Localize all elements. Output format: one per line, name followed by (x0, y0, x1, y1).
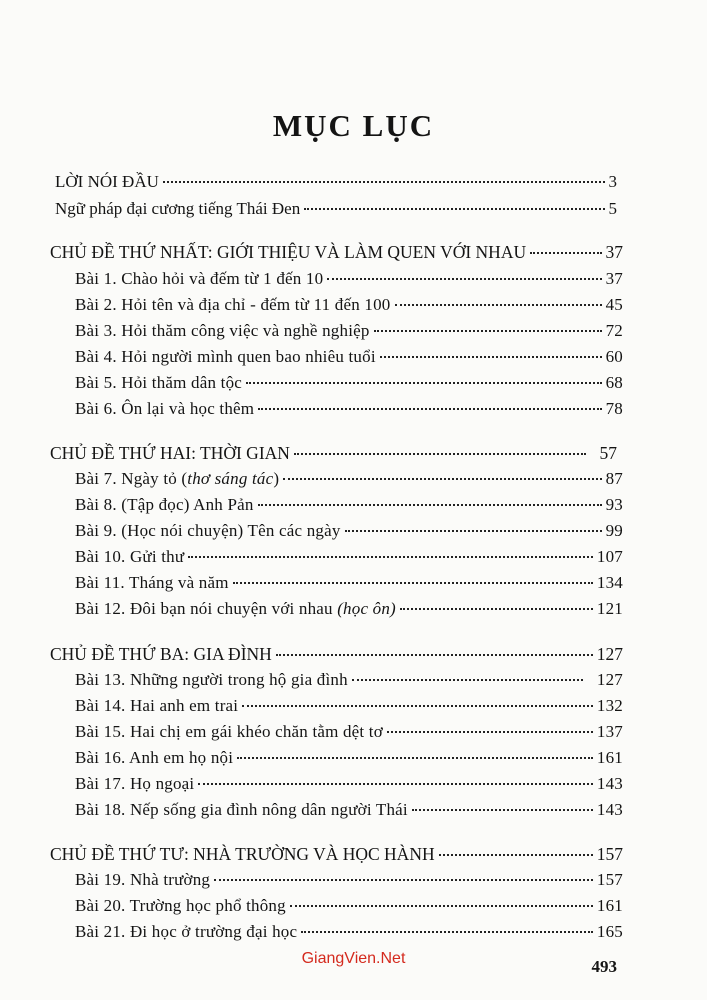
lesson-label: Bài 18. Nếp sống gia đình nông dân người Thái (75, 800, 408, 819)
lesson-page-number: 72 (605, 321, 623, 340)
dot-leader (290, 905, 593, 907)
lesson-page-number: 134 (596, 573, 623, 592)
toc-lesson-4[interactable] (75, 345, 623, 369)
toc-lesson-15[interactable] (75, 720, 623, 744)
dot-leader (198, 783, 593, 785)
lesson-label: Bài 21. Đi học ở trường đại học (75, 922, 298, 941)
toc-lesson-21[interactable] (75, 920, 623, 944)
lesson-page-number: 68 (605, 373, 623, 392)
toc-lesson-10[interactable] (75, 545, 623, 569)
dot-leader (214, 879, 593, 881)
lesson-page-number: 127 (596, 670, 623, 689)
toc-chapter-2[interactable] (50, 441, 617, 465)
toc-lesson-8[interactable] (75, 493, 623, 517)
toc-lesson-11[interactable] (75, 571, 623, 595)
lesson-page-number: 60 (605, 347, 623, 366)
chapter-label: CHỦ ĐỀ THỨ NHẤT: GIỚI THIỆU VÀ LÀM QUEN VỚI NHAU (50, 242, 527, 262)
lesson-label: Bài 4. Hỏi người mình quen bao nhiêu tuổi (75, 347, 376, 366)
lesson-label: Bài 11. Tháng và năm (75, 573, 229, 592)
dot-leader (530, 252, 601, 254)
lesson-label: Bài 16. Anh em họ nội (75, 748, 234, 767)
dot-leader (374, 330, 602, 332)
dot-leader (188, 556, 593, 558)
toc-lesson-6[interactable] (75, 397, 623, 421)
chapter-label: CHỦ ĐỀ THỨ BA: GIA ĐÌNH (50, 644, 272, 664)
page-title: MỤC LỤC (272, 108, 435, 143)
lesson-label: Bài 14. Hai anh em trai (75, 696, 239, 715)
dot-leader (304, 208, 604, 210)
lesson-page-number: 143 (596, 774, 623, 793)
toc-chapter-4[interactable] (50, 842, 623, 866)
toc-entry-grammar[interactable] (55, 197, 617, 221)
toc-lesson-13[interactable] (75, 668, 623, 692)
dot-leader (439, 854, 593, 856)
dot-leader (233, 582, 593, 584)
toc-lesson-2[interactable] (75, 293, 623, 317)
toc-lesson-20[interactable] (75, 894, 623, 918)
toc-lesson-16[interactable] (75, 746, 623, 770)
chapter-page-number: 57 (599, 443, 617, 463)
dot-leader (237, 757, 593, 759)
lesson-page-number: 161 (596, 748, 623, 767)
lesson-label: Bài 9. (Học nói chuyện) Tên các ngày (75, 521, 341, 540)
lesson-label: Bài 19. Nhà trường (75, 870, 211, 889)
lesson-page-number: 99 (605, 521, 623, 540)
toc-chapter-3[interactable] (50, 642, 623, 666)
toc-lesson-3[interactable] (75, 319, 623, 343)
lesson-page-number: 121 (596, 599, 623, 618)
chapter-page-number: 127 (596, 644, 623, 664)
chapter-page-number: 157 (596, 844, 623, 864)
lesson-page-number: 137 (596, 722, 623, 741)
toc-lesson-5[interactable] (75, 371, 623, 395)
lesson-label: Bài 3. Hỏi thăm công việc và nghề nghiệp (75, 321, 370, 340)
toc-lesson-17[interactable] (75, 772, 623, 796)
watermark: GiangVien.Net (301, 950, 406, 967)
dot-leader (258, 408, 601, 410)
toc-lesson-7[interactable] (75, 467, 623, 491)
lesson-label: Bài 1. Chào hỏi và đếm từ 1 đến 10 (75, 269, 324, 288)
lesson-label: Bài 5. Hỏi thăm dân tộc (75, 373, 243, 392)
toc-lesson-19[interactable] (75, 868, 623, 892)
entry-label: Ngữ pháp đại cương tiếng Thái Đen (55, 199, 301, 218)
chapter-label: CHỦ ĐỀ THỨ TƯ: NHÀ TRƯỜNG VÀ HỌC HÀNH (50, 844, 435, 864)
lesson-page-number: 45 (605, 295, 623, 314)
dot-leader (242, 705, 593, 707)
toc-chapter-1[interactable] (50, 240, 623, 264)
toc-entry-preface[interactable] (55, 170, 617, 194)
page-number: 493 (591, 957, 617, 976)
toc-lesson-12[interactable] (75, 597, 623, 621)
dot-leader (294, 453, 586, 455)
dot-leader (387, 731, 593, 733)
toc-lesson-18[interactable] (75, 798, 623, 822)
dot-leader (276, 654, 593, 656)
lesson-label: Bài 2. Hỏi tên và địa chỉ - đếm từ 11 đến 100 (75, 295, 391, 314)
lesson-page-number: 37 (605, 269, 623, 288)
lesson-label-italic: (học ôn) (337, 599, 396, 618)
toc-lesson-14[interactable] (75, 694, 623, 718)
lesson-page-number: 161 (596, 896, 623, 915)
lesson-label: Bài 13. Những người trong hộ gia đình (75, 670, 348, 689)
entry-page-number: 3 (608, 172, 617, 191)
lesson-page-number: 165 (596, 922, 623, 941)
lesson-label: Bài 8. (Tập đọc) Anh Pản (75, 495, 254, 514)
lesson-label: Bài 15. Hai chị em gái khéo chăn tằm dệt tơ (75, 722, 383, 741)
dot-leader (301, 931, 593, 933)
dot-leader (327, 278, 601, 280)
dot-leader (283, 478, 601, 480)
lesson-page-number: 107 (596, 547, 623, 566)
lesson-label: Bài 20. Trường học phổ thông (75, 896, 286, 915)
dot-leader (246, 382, 602, 384)
lesson-label: Bài 17. Họ ngoại (75, 774, 195, 793)
dot-leader (395, 304, 602, 306)
dot-leader (400, 608, 593, 610)
entry-page-number: 5 (608, 199, 617, 218)
lesson-page-number: 143 (596, 800, 623, 819)
chapter-page-number: 37 (605, 242, 623, 262)
toc-lesson-1[interactable] (75, 267, 623, 291)
lesson-label: Bài 12. Đôi bạn nói chuyện với nhau (học ôn) (75, 599, 396, 618)
lesson-label: Bài 7. Ngày tỏ (thơ sáng tác) (75, 469, 280, 488)
chapter-label: CHỦ ĐỀ THỨ HAI: THỜI GIAN (50, 443, 290, 463)
lesson-page-number: 132 (596, 696, 623, 715)
lesson-page-number: 157 (596, 870, 623, 889)
lesson-label-italic: thơ sáng tác (187, 469, 274, 488)
lesson-label: Bài 6. Ôn lại và học thêm (75, 399, 255, 418)
dot-leader (352, 679, 583, 681)
lesson-label: Bài 10. Gửi thư (75, 547, 185, 566)
toc-lesson-9[interactable] (75, 519, 623, 543)
dot-leader (412, 809, 593, 811)
dot-leader (258, 504, 602, 506)
lesson-page-number: 93 (605, 495, 623, 514)
lesson-page-number: 78 (605, 399, 623, 418)
lesson-page-number: 87 (605, 469, 623, 488)
dot-leader (163, 181, 605, 183)
dot-leader (345, 530, 602, 532)
dot-leader (380, 356, 602, 358)
entry-label: LỜI NÓI ĐẦU (55, 172, 159, 191)
